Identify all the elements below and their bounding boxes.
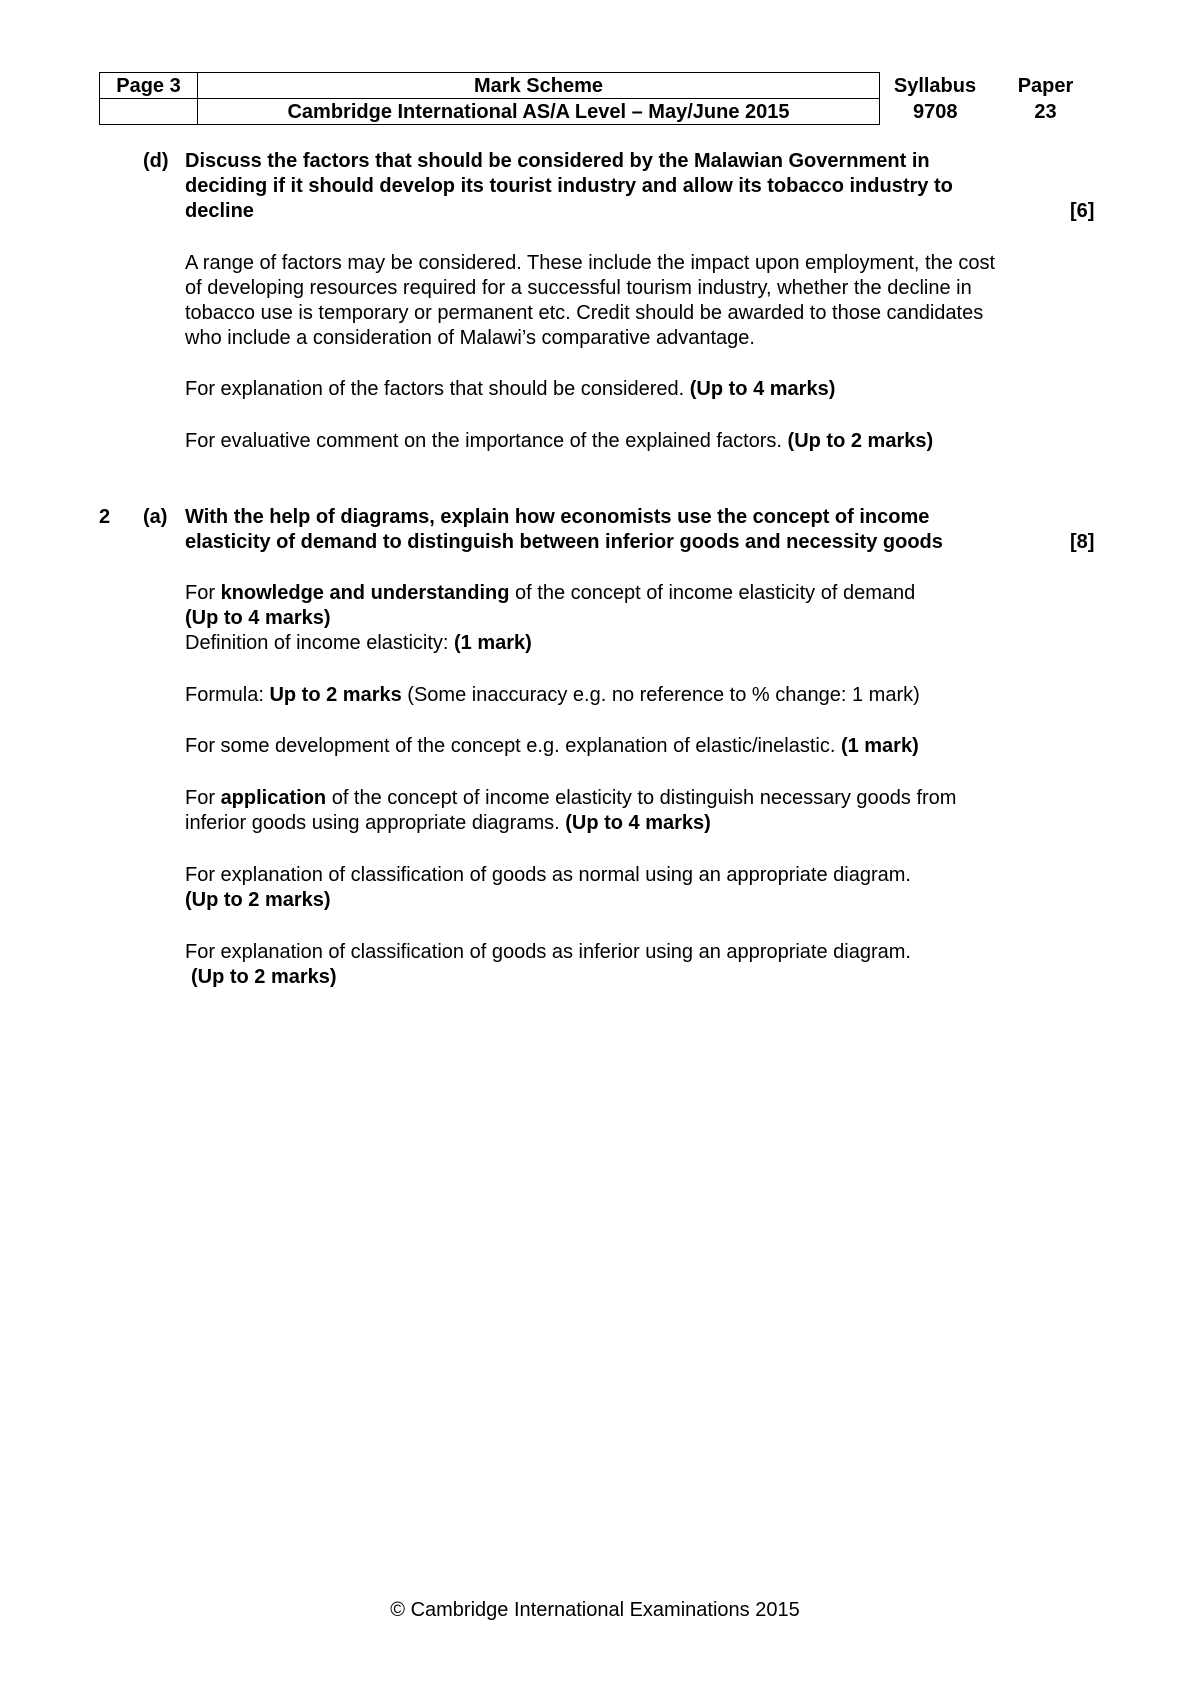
definition-text: Definition of income elasticity: xyxy=(185,632,455,654)
evaluative-marks: (Up to 2 marks) xyxy=(787,430,934,452)
definition-line xyxy=(185,631,532,656)
question-2a-marks: [8] xyxy=(1070,531,1095,553)
development-text: For some development of the concept e.g. explanation of elastic/inelastic. xyxy=(185,735,841,757)
inferior-goods-line: For explanation of classification of goods as inferior using an appropriate diagram. xyxy=(185,941,911,963)
application-line xyxy=(185,786,956,811)
section-d-question-line: deciding if it should develop its tourist industry and allow its tobacco industry to xyxy=(185,175,953,197)
formula-bold: Up to 2 marks xyxy=(269,684,402,706)
section-d-question-line: decline xyxy=(185,200,254,222)
paper-label: Paper xyxy=(1017,74,1074,97)
question-2-number: 2 xyxy=(99,506,111,528)
knowledge-marks: (Up to 4 marks) xyxy=(185,607,331,629)
application-post: of the concept of income elasticity to distinguish necessary goods from xyxy=(326,787,957,809)
page-number: Page 3 xyxy=(100,73,198,99)
syllabus-value: 9708 xyxy=(913,100,958,123)
document-title: Mark Scheme xyxy=(198,73,880,99)
question-2a-line: elasticity of demand to distinguish between inferior goods and necessity goods xyxy=(185,531,943,553)
definition-marks: (1 mark) xyxy=(454,632,532,654)
knowledge-bold: knowledge and understanding xyxy=(220,582,510,604)
syllabus-label: Syllabus xyxy=(893,74,977,97)
document-subtitle: Cambridge International AS/A Level – May/June 2015 xyxy=(198,99,880,125)
page-blank-cell xyxy=(100,99,198,125)
header-table xyxy=(99,72,1101,125)
evaluative-text: For evaluative comment on the importance of the explained factors. xyxy=(185,430,788,452)
application-line-2 xyxy=(185,811,711,836)
section-d-paragraph-line: A range of factors may be considered. These include the impact upon employment, the cost xyxy=(185,252,996,274)
section-d-paragraph-line: who include a consideration of Malawi’s comparative advantage. xyxy=(185,327,755,349)
knowledge-post: of the concept of income elasticity of demand xyxy=(509,582,916,604)
section-d-evaluative xyxy=(185,429,933,454)
section-d-paragraph-line: of developing resources required for a successful tourism industry, whether the decline in xyxy=(185,277,972,299)
application-pre: For xyxy=(185,787,221,809)
question-2a-line: With the help of diagrams, explain how economists use the concept of income xyxy=(185,506,930,528)
section-d-marks: [6] xyxy=(1070,200,1095,222)
application-line2-text: inferior goods using appropriate diagrams. xyxy=(185,812,566,834)
section-d-question-line: Discuss the factors that should be considered by the Malawian Government in xyxy=(185,150,930,172)
development-marks: (1 mark) xyxy=(840,735,919,757)
normal-goods-line: For explanation of classification of goods as normal using an appropriate diagram. xyxy=(185,864,911,886)
section-d-explanation xyxy=(185,377,835,402)
knowledge-line xyxy=(185,581,915,606)
section-d-label: (d) xyxy=(143,150,169,172)
application-bold: application xyxy=(220,787,327,809)
knowledge-pre: For xyxy=(185,582,221,604)
question-2a-label: (a) xyxy=(143,506,168,528)
formula-line xyxy=(185,683,920,708)
explanation-marks: (Up to 4 marks) xyxy=(689,378,836,400)
inferior-goods-marks: (Up to 2 marks) xyxy=(191,966,337,988)
formula-post: (Some inaccuracy e.g. no reference to % change: 1 mark) xyxy=(401,684,920,706)
formula-pre: Formula: xyxy=(185,684,270,706)
normal-goods-marks: (Up to 2 marks) xyxy=(185,889,331,911)
copyright-footer: © Cambridge International Examinations 2015 xyxy=(390,1599,800,1621)
section-d-paragraph-line: tobacco use is temporary or permanent etc. Credit should be awarded to those candidates xyxy=(185,302,984,324)
paper-value: 23 xyxy=(1034,100,1057,123)
development-line xyxy=(185,734,919,759)
application-marks: (Up to 4 marks) xyxy=(565,812,711,834)
explanation-text: For explanation of the factors that should be considered. xyxy=(185,378,690,400)
